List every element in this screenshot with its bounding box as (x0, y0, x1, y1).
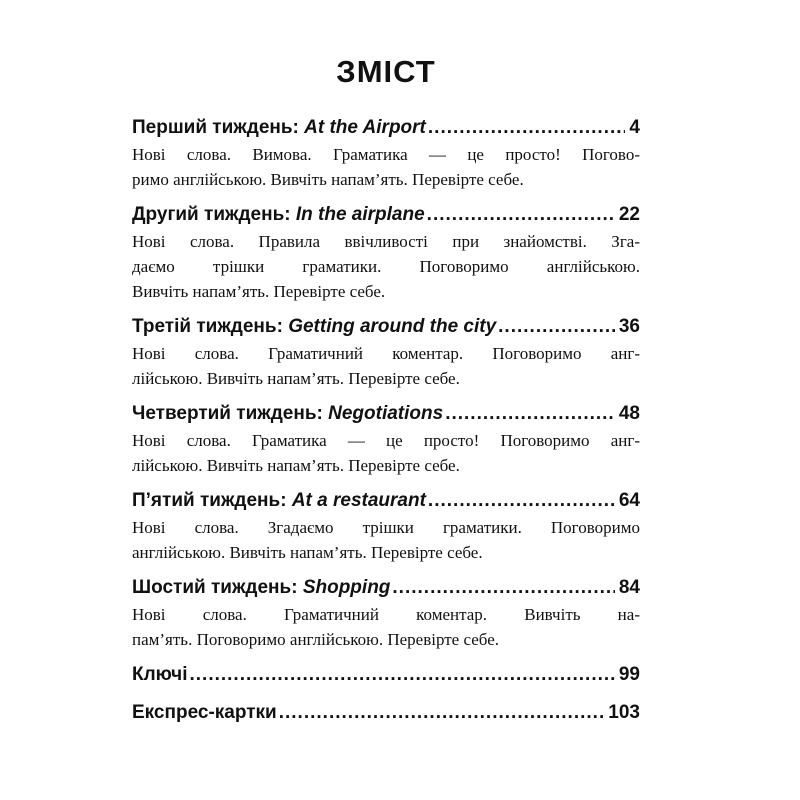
page-number: 84 (618, 577, 640, 598)
lesson-title: At a restaurant (291, 490, 426, 511)
description-line: даємо трішки граматики. Поговоримо англійською. (132, 257, 640, 276)
toc-entry-heading[interactable] (132, 116, 640, 140)
toc-page (132, 40, 640, 739)
toc-entry-heading[interactable] (132, 663, 640, 687)
lesson-title: Negotiations (328, 403, 444, 424)
toc-entry-heading[interactable] (132, 701, 640, 725)
dot-leader (445, 402, 615, 426)
section-label: Ключі (132, 664, 188, 685)
toc-entry[interactable] (132, 315, 640, 391)
toc-entry-heading[interactable] (132, 203, 640, 227)
dot-leader (279, 701, 605, 725)
week-label: П’ятий тиждень: At a restaurant (132, 490, 426, 511)
dot-leader (427, 203, 615, 227)
page-number: 4 (629, 117, 640, 138)
description-line: римо англійською. Вивчіть напам’ять. Перевірте себе. (132, 170, 524, 189)
week-label: Другий тиждень: In the airplane (132, 204, 425, 225)
description-line: Нові слова. Граматичний коментар. Поговоримо анг- (132, 344, 640, 363)
week-label: Третій тиждень: Getting around the city (132, 316, 497, 337)
page-number: 103 (608, 702, 640, 723)
page-number: 36 (618, 316, 640, 337)
toc-entry[interactable] (132, 576, 640, 652)
page-title: ЗМІСТ (336, 54, 436, 89)
description-line: Нові слова. Вимова. Граматика — це просто! Погово- (132, 145, 640, 164)
week-label: Четвертий тиждень: Negotiations (132, 403, 444, 424)
toc-entry-description (132, 602, 640, 652)
page-number: 48 (618, 403, 640, 424)
section-label: Експрес-картки (132, 702, 277, 723)
toc-entry-description (132, 515, 640, 565)
toc-entries (132, 116, 640, 725)
toc-entry-heading[interactable] (132, 402, 640, 426)
description-line: англійською. Вивчіть напам’ять. Перевірте себе. (132, 543, 483, 562)
dot-leader (428, 116, 626, 140)
lesson-title: In the airplane (295, 204, 425, 225)
toc-entry-heading[interactable] (132, 489, 640, 513)
toc-entry[interactable] (132, 402, 640, 478)
description-line: Вивчіть напам’ять. Перевірте себе. (132, 282, 386, 301)
toc-entry[interactable] (132, 116, 640, 192)
description-line: Нові слова. Згадаємо трішки граматики. Поговоримо (132, 518, 640, 537)
lesson-title: Shopping (302, 577, 391, 598)
week-label: Перший тиждень: At the Airport (132, 117, 426, 138)
description-line: Нові слова. Граматичний коментар. Вивчіть на- (132, 605, 640, 624)
description-line: пам’ять. Поговоримо англійською. Перевірте себе. (132, 630, 499, 649)
toc-entry[interactable] (132, 203, 640, 304)
dot-leader (498, 315, 615, 339)
toc-entry-express-cards[interactable] (132, 701, 640, 725)
toc-entry-heading[interactable] (132, 315, 640, 339)
toc-entry-heading[interactable] (132, 576, 640, 600)
description-line: Нові слова. Правила ввічливості при знайомстві. Зга- (132, 232, 640, 251)
toc-entry-keys[interactable] (132, 663, 640, 687)
page-number: 22 (618, 204, 640, 225)
toc-entry-description (132, 428, 640, 478)
lesson-title: At the Airport (304, 117, 426, 138)
description-line: лійською. Вивчіть напам’ять. Перевірте себе. (132, 369, 460, 388)
week-label: Шостий тиждень: Shopping (132, 577, 391, 598)
lesson-title: Getting around the city (288, 316, 497, 337)
toc-entry[interactable] (132, 489, 640, 565)
description-line: лійською. Вивчіть напам’ять. Перевірте себе. (132, 456, 460, 475)
dot-leader (428, 489, 615, 513)
page-number: 64 (618, 490, 640, 511)
dot-leader (392, 576, 614, 600)
toc-entry-description (132, 142, 640, 192)
description-line: Нові слова. Граматика — це просто! Поговоримо анг- (132, 431, 640, 450)
toc-entry-description (132, 341, 640, 391)
toc-entry-description (132, 229, 640, 304)
page-number: 99 (618, 664, 640, 685)
dot-leader (189, 663, 614, 687)
